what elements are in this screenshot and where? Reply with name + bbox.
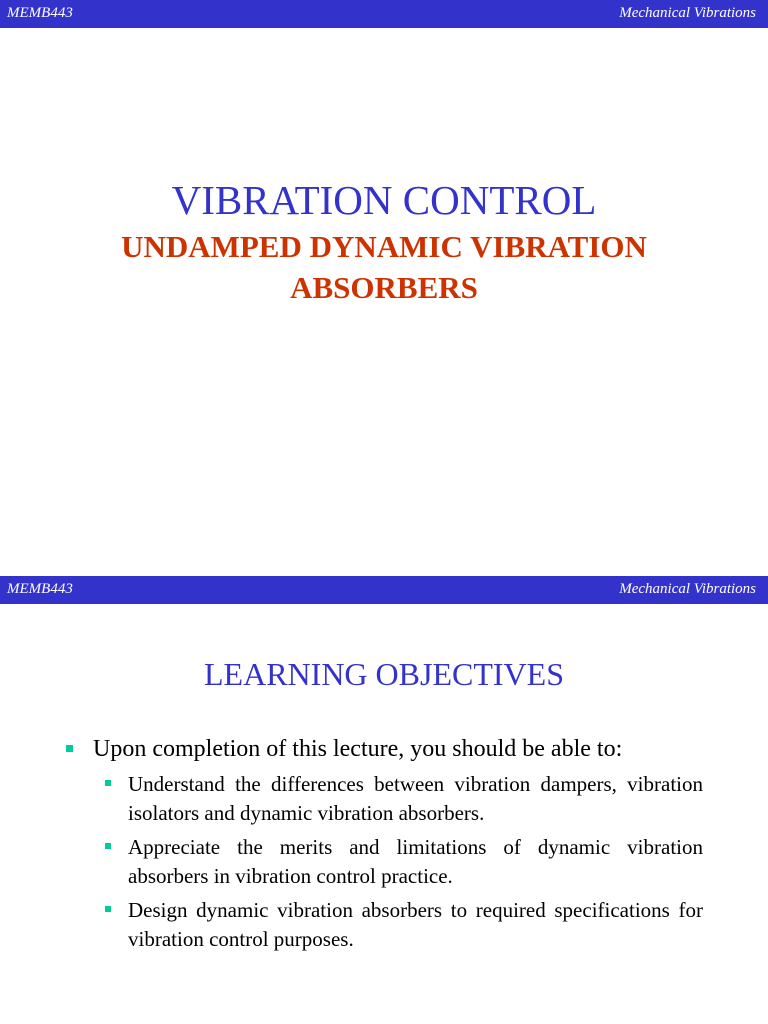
square-bullet-icon (105, 906, 111, 912)
subtitle-line-2: ABSORBERS (290, 270, 478, 305)
objective-text: Understand the differences between vibration dampers, vibration isolators and dynamic vibration absorbers. (128, 772, 703, 825)
slide-header (0, 0, 768, 28)
square-bullet-icon (105, 843, 111, 849)
intro-text: Upon completion of this lecture, you should be able to: (93, 736, 623, 762)
square-bullet-icon (66, 745, 73, 752)
course-code: MEMB443 (7, 5, 73, 21)
square-bullet-icon (105, 780, 111, 786)
page-subtitle (0, 226, 768, 308)
course-name: Mechanical Vibrations (619, 5, 756, 21)
course-name: Mechanical Vibrations (619, 581, 756, 597)
slide-header (0, 576, 768, 604)
subtitle-line-1: UNDAMPED DYNAMIC VIBRATION (121, 229, 647, 264)
page-title: VIBRATION CONTROL (171, 177, 597, 223)
slide-objectives (0, 576, 768, 1024)
list-item (105, 833, 703, 890)
objective-text: Design dynamic vibration absorbers to required specifications for vibration control purposes. (128, 898, 703, 951)
list-item (105, 770, 703, 827)
section-heading: LEARNING OBJECTIVES (204, 656, 564, 692)
objective-text: Appreciate the merits and limitations of dynamic vibration absorbers in vibration control practice. (128, 835, 703, 888)
course-code: MEMB443 (7, 581, 73, 597)
objectives-list (105, 770, 703, 959)
list-item (105, 896, 703, 953)
